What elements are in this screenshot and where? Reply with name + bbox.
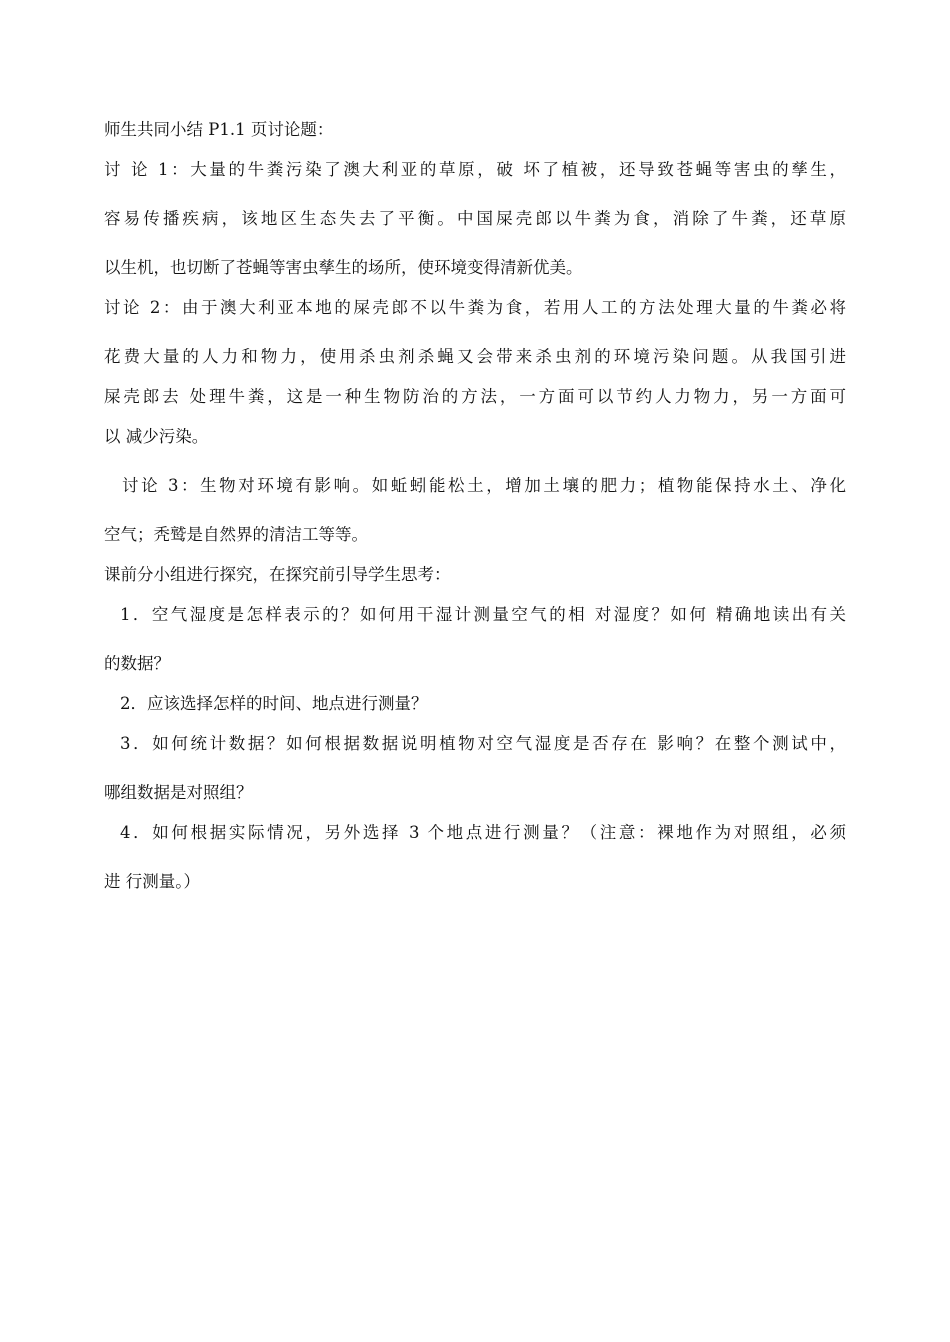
- document-body: [104, 116, 846, 896]
- question-1-line-1: 1．空气湿度是怎样表示的？如何用干湿计测量空气的相 对湿度？如何 精确地读出有关: [120, 605, 846, 624]
- discussion-2-line-2: 花费大量的人力和物力，使用杀虫剂杀蝇又会带来杀虫剂的环境污染问题。从我国引进: [104, 347, 846, 366]
- question-4-line-1: 4．如何根据实际情况，另外选择 3 个地点进行测量？（注意：裸地作为对照组，必须: [120, 823, 846, 842]
- discussion-1-line-2: 容易传播疾病，该地区生态失去了平衡。中国屎壳郎以牛粪为食，消除了牛粪，还草原: [104, 209, 846, 228]
- question-3-line-1: 3．如何统计数据？如何根据数据说明植物对空气湿度是否存在 影响？在整个测试中，: [120, 734, 846, 753]
- discussion-2-line-1: 讨论 2：由于澳大利亚本地的屎壳郎不以牛粪为食，若用人工的方法处理大量的牛粪必将: [104, 298, 846, 317]
- question-1-line-2: 的数据？: [104, 654, 170, 673]
- question-4-line-2: 进 行测量。）: [104, 872, 200, 891]
- discussion-1-line-1: 讨 论 1：大量的牛粪污染了澳大利亚的草原，破 坏了植被，还导致苍蝇等害虫的孳生，: [104, 160, 846, 179]
- discussion-3-line-1: 讨论 3：生物对环境有影响。如蚯蚓能松土，增加土壤的肥力；植物能保持水土、净化: [122, 476, 846, 495]
- discussion-3-line-2: 空气；秃鹫是自然界的清洁工等等。: [104, 525, 368, 544]
- question-2: 2．应该选择怎样的时间、地点进行测量？: [120, 694, 428, 713]
- discussion-2-line-4: 以 减少污染。: [104, 427, 209, 446]
- discussion-2-line-3: 屎壳郎去 处理牛粪，这是一种生物防治的方法，一方面可以节约人力物力，另一方面可: [104, 387, 846, 406]
- question-3-line-2: 哪组数据是对照组？: [104, 783, 253, 802]
- pre-class-intro: 课前分小组进行探究，在探究前引导学生思考：: [104, 565, 451, 584]
- summary-heading: 师生共同小结 P1.1 页讨论题：: [104, 120, 334, 139]
- discussion-1-line-3: 以生机，也切断了苍蝇等害虫孳生的场所，使环境变得清新优美。: [104, 258, 583, 277]
